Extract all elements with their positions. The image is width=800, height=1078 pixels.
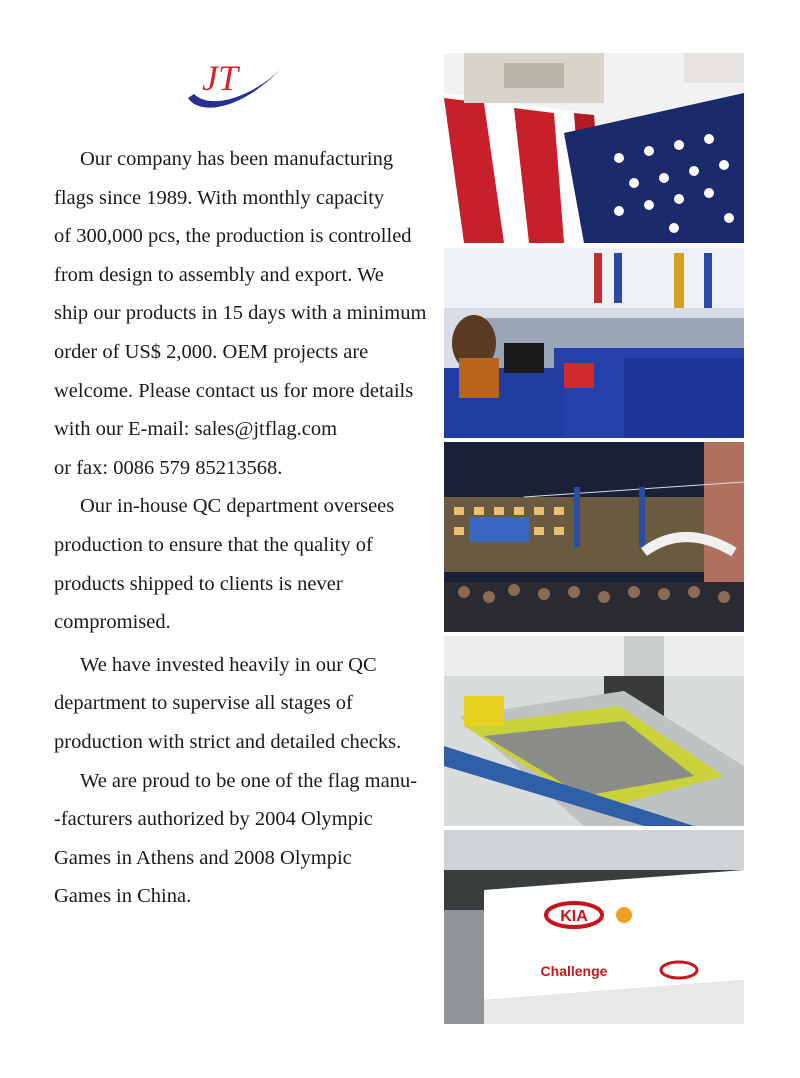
text-line: with our E-mail: sales@jtflag.com	[54, 418, 338, 441]
text-line: production with strict and detailed checks.	[54, 730, 402, 753]
text-line: welcome. Please contact us for more details	[54, 379, 414, 402]
text-line: compromised.	[54, 611, 171, 634]
text-line: or fax: 0086 579 85213568.	[54, 456, 283, 479]
text-line: ship our products in 15 days with a minimum	[54, 302, 427, 325]
paragraph-olympic	[54, 762, 439, 916]
digital-printing-banner-photo	[444, 830, 744, 1024]
text-line: department to supervise all stages of	[54, 692, 353, 715]
banner-tag-text: Challenge	[540, 963, 608, 979]
text-line: Games in China.	[54, 885, 192, 908]
paragraph-investment	[54, 646, 439, 762]
paragraph-qc	[54, 487, 439, 641]
text-line: production to ensure that the quality of	[54, 533, 373, 556]
paragraph-intro	[54, 140, 439, 487]
text-line: Games in Athens and 2008 Olympic	[54, 846, 352, 869]
text-line: products shipped to clients is never	[54, 572, 343, 595]
banner-brand-text: KIA	[560, 908, 588, 925]
workshop-sewing-photo	[444, 248, 744, 438]
text-line: -facturers authorized by 2004 Olympic	[54, 808, 373, 831]
night-event-flags-photo	[444, 442, 744, 632]
text-line: Our in-house QC department oversees	[80, 495, 395, 518]
company-description	[54, 140, 439, 916]
sewing-american-flag-photo	[444, 53, 744, 243]
text-line: We have invested heavily in our QC	[80, 653, 377, 676]
text-line: order of US$ 2,000. OEM projects are	[54, 340, 369, 363]
screen-printing-machine-photo	[444, 636, 744, 826]
text-line: Our company has been manufacturing	[80, 148, 394, 170]
text-line: of 300,000 pcs, the production is controlled	[54, 225, 412, 248]
company-logo	[180, 58, 284, 114]
text-line: from design to assembly and export. We	[54, 263, 384, 286]
text-line: flags since 1989. With monthly capacity	[54, 186, 385, 209]
logo-text: JT	[202, 58, 238, 98]
text-line: We are proud to be one of the flag manu-	[80, 769, 418, 792]
